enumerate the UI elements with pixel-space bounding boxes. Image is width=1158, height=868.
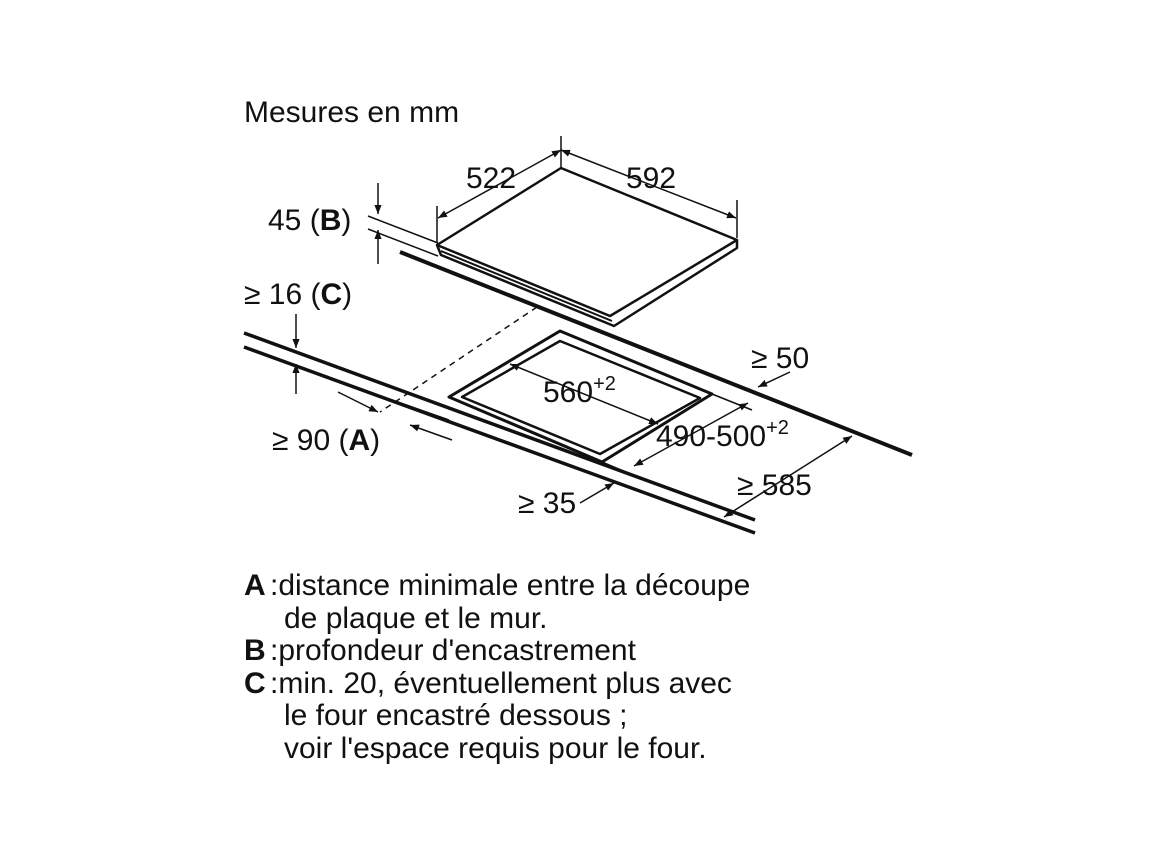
label-592: 592 <box>626 162 677 195</box>
legend-separator: : <box>270 634 279 667</box>
legend <box>244 570 750 765</box>
legend-continuation: voir l'espace requis pour le four. <box>284 731 707 765</box>
legend-continuation: de plaque et le mur. <box>284 601 548 635</box>
label-45-b: 45 (B) <box>268 204 352 237</box>
dim-35 <box>580 483 614 503</box>
legend-entry-b <box>244 635 750 668</box>
legend-entry-c <box>244 668 750 701</box>
label-50: ≥ 50 <box>751 342 810 375</box>
legend-text: profondeur d'encastrement <box>278 634 636 667</box>
legend-text: distance minimale entre la découpe <box>278 569 751 602</box>
label-35: ≥ 35 <box>518 487 577 520</box>
diagram-title: Mesures en mm <box>244 96 460 129</box>
label-90-a: ≥ 90 (A) <box>272 424 381 457</box>
legend-text: min. 20, éventuellement plus avec <box>278 666 732 700</box>
label-560: $560^{+2}$ <box>543 373 616 409</box>
label-490-500: $490-500^{+2}$ <box>656 417 789 453</box>
legend-entry-a <box>244 570 750 603</box>
legend-key: B <box>244 634 266 667</box>
legend-key: A <box>244 569 266 602</box>
legend-separator: : <box>270 666 279 700</box>
label-522: 522 <box>466 162 517 195</box>
legend-key: C <box>244 666 266 700</box>
legend-separator: : <box>270 569 279 602</box>
label-585: ≥ 585 <box>737 469 812 502</box>
label-16-c: ≥ 16 (C) <box>244 278 353 311</box>
legend-continuation: le four encastré dessous ; <box>284 699 628 732</box>
